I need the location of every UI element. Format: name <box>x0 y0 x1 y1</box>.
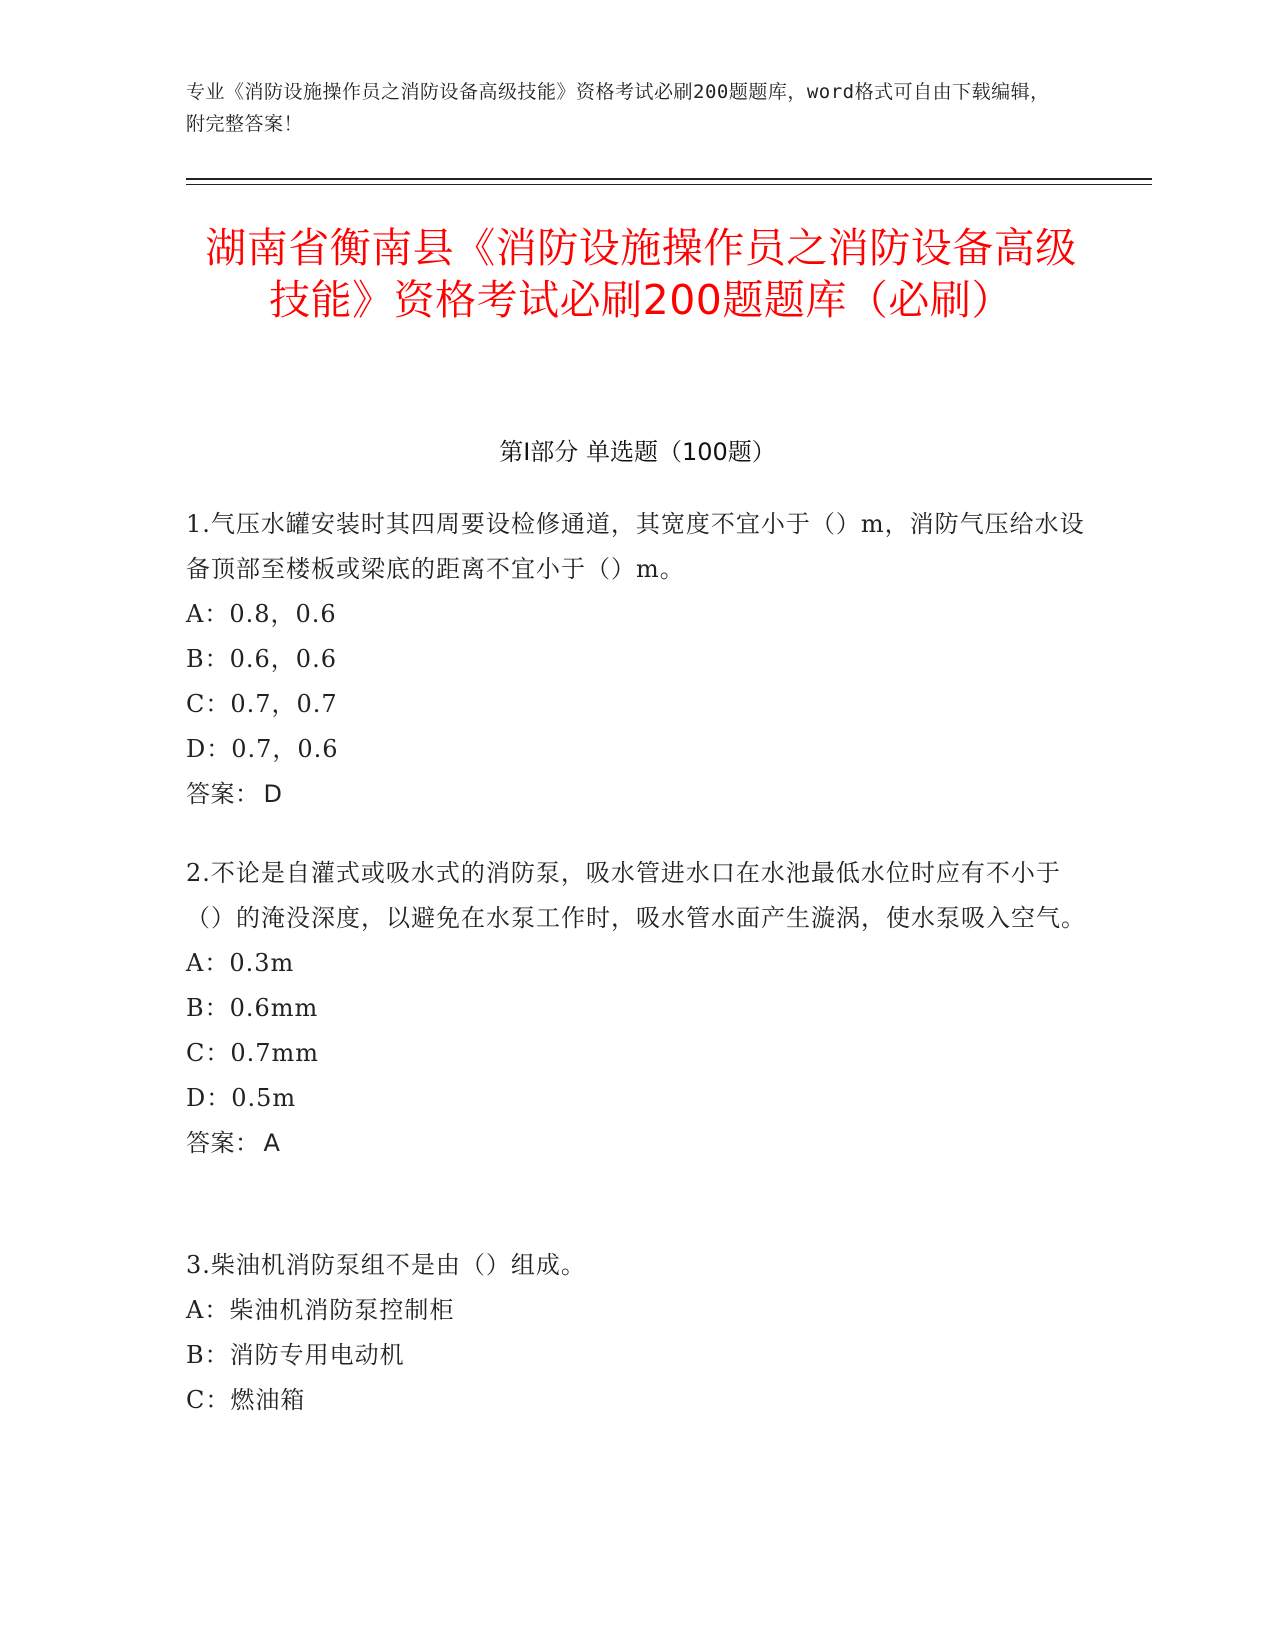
option-d: D：0.7，0.6 <box>186 735 339 763</box>
option-c: C：燃油箱 <box>186 1386 306 1414</box>
question-3 <box>186 1243 1086 1423</box>
option-c: C：0.7，0.7 <box>186 690 338 718</box>
answer-label: 答案： <box>186 1129 260 1157</box>
option-b: B：消防专用电动机 <box>186 1341 405 1369</box>
question-stem: 3.柴油机消防泵组不是由（）组成。 <box>186 1251 586 1279</box>
section-title: 第I部分 单选题（100题） <box>499 438 776 466</box>
answer-value: A <box>263 1129 281 1157</box>
option-a: A：0.3m <box>186 949 295 977</box>
option-b: B：0.6，0.6 <box>186 645 337 673</box>
question-1 <box>186 502 1086 817</box>
answer-line <box>186 1121 1086 1166</box>
question-stem: 1.气压水罐安装时其四周要设检修通道，其宽度不宜小于（）m，消防气压给水设备顶部至楼板或梁底的距离不宜小于（）m。 <box>186 510 1085 583</box>
option-a: A：0.8，0.6 <box>186 600 337 628</box>
question-stem: 2.不论是自灌式或吸水式的消防泵，吸水管进水口在水池最低水位时应有不小于（）的淹没深度，以避免在水泵工作时，吸水管水面产生漩涡，使水泵吸入空气。 <box>186 859 1086 932</box>
header-note: 专业《消防设施操作员之消防设备高级技能》资格考试必刷200题题库，word格式可自由下载编辑，附完整答案！ <box>186 81 1050 135</box>
option-d: D：0.5m <box>186 1084 297 1112</box>
answer-line <box>186 772 1086 817</box>
question-2 <box>186 851 1086 1166</box>
option-a: A：柴油机消防泵控制柜 <box>186 1296 455 1324</box>
header-divider-thin <box>186 184 1152 185</box>
header-divider-thick <box>186 178 1152 180</box>
document-title: 湖南省衡南县《消防设施操作员之消防设备高级技能》资格考试必刷200题题库（必刷） <box>205 224 1077 324</box>
option-b: B：0.6mm <box>186 994 319 1022</box>
option-c: C：0.7mm <box>186 1039 320 1067</box>
answer-value: D <box>263 780 283 808</box>
answer-label: 答案： <box>186 780 260 808</box>
